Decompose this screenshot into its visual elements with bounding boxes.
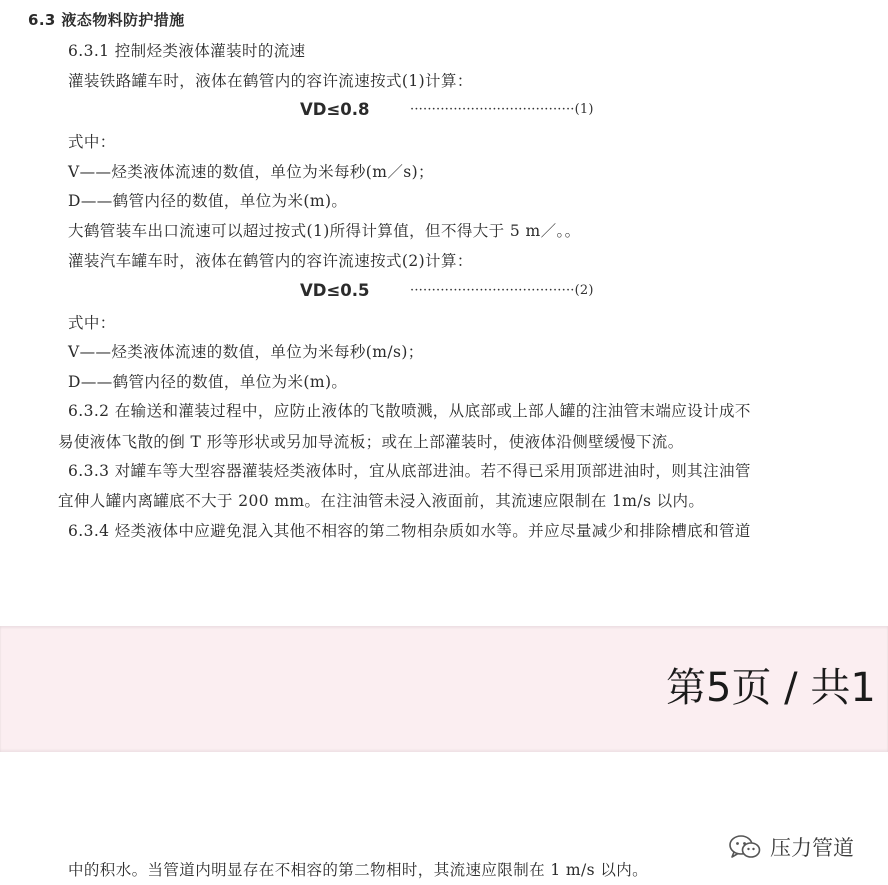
text-line: 大鹤管装车出口流速可以超过按式(1)所得计算值，但不得大于 5 m／。。	[68, 222, 581, 240]
formula-2-leader: ······································(2)	[410, 283, 594, 298]
text-line: V——烃类液体流速的数值，单位为米每秒(m／s)；	[68, 163, 434, 181]
text-line: 式中：	[68, 314, 116, 332]
clause-6-3-1: 6.3.1 控制烃类液体灌装时的流速	[68, 42, 306, 60]
clause-6-3-2: 6.3.2 在输送和灌装过程中，应防止液体的飞散喷溅，从底部或上部人罐的注油管末端应设计成不	[68, 402, 751, 420]
text-line: 式中：	[68, 133, 116, 151]
document-page-6	[0, 752, 888, 885]
text-line: 易使液体飞散的倒 T 形等形状或另加导流板；或在上部灌装时，使液体沿侧壁缓慢下流。	[58, 433, 684, 451]
clause-6-3-3: 6.3.3 对罐车等大型容器灌装烃类液体时，宜从底部进油。若不得已采用顶部进油时，则其注油管	[68, 462, 751, 480]
text-line: 中的积水。当管道内明显存在不相容的第二物相时，其流速应限制在 1 m/s 以内。	[68, 861, 649, 879]
text-line: V——烃类液体流速的数值，单位为米每秒(m/s)；	[68, 343, 424, 361]
text-line: 灌装汽车罐车时，液体在鹤管内的容许流速按式(2)计算：	[68, 252, 473, 270]
clause-6-3-4: 6.3.4 烃类液体中应避免混入其他不相容的第二物相杂质如水等。并应尽量减少和排除槽底和管道	[68, 522, 751, 540]
text-line: D——鹤管内径的数值，单位为米(m)。	[68, 192, 348, 210]
formula-1: VD≤0.8	[300, 100, 370, 119]
wechat-icon	[728, 834, 762, 860]
text-line: D——鹤管内径的数值，单位为米(m)。	[68, 373, 348, 391]
page-indicator: 第5页 / 共1	[666, 665, 876, 711]
page-separator	[0, 626, 888, 752]
text-line: 宜伸人罐内离罐底不大于 200 mm。在注油管未浸入液面前，其流速应限制在 1m/s 以内。	[58, 492, 705, 510]
formula-2: VD≤0.5	[300, 281, 370, 300]
formula-1-leader: ······································(1)	[410, 102, 594, 117]
watermark-text: 压力管道	[770, 836, 854, 860]
watermark	[728, 832, 854, 862]
text-line: 灌装铁路罐车时，液体在鹤管内的容许流速按式(1)计算：	[68, 72, 473, 90]
section-heading: 6.3 液态物料防护措施	[28, 11, 185, 29]
